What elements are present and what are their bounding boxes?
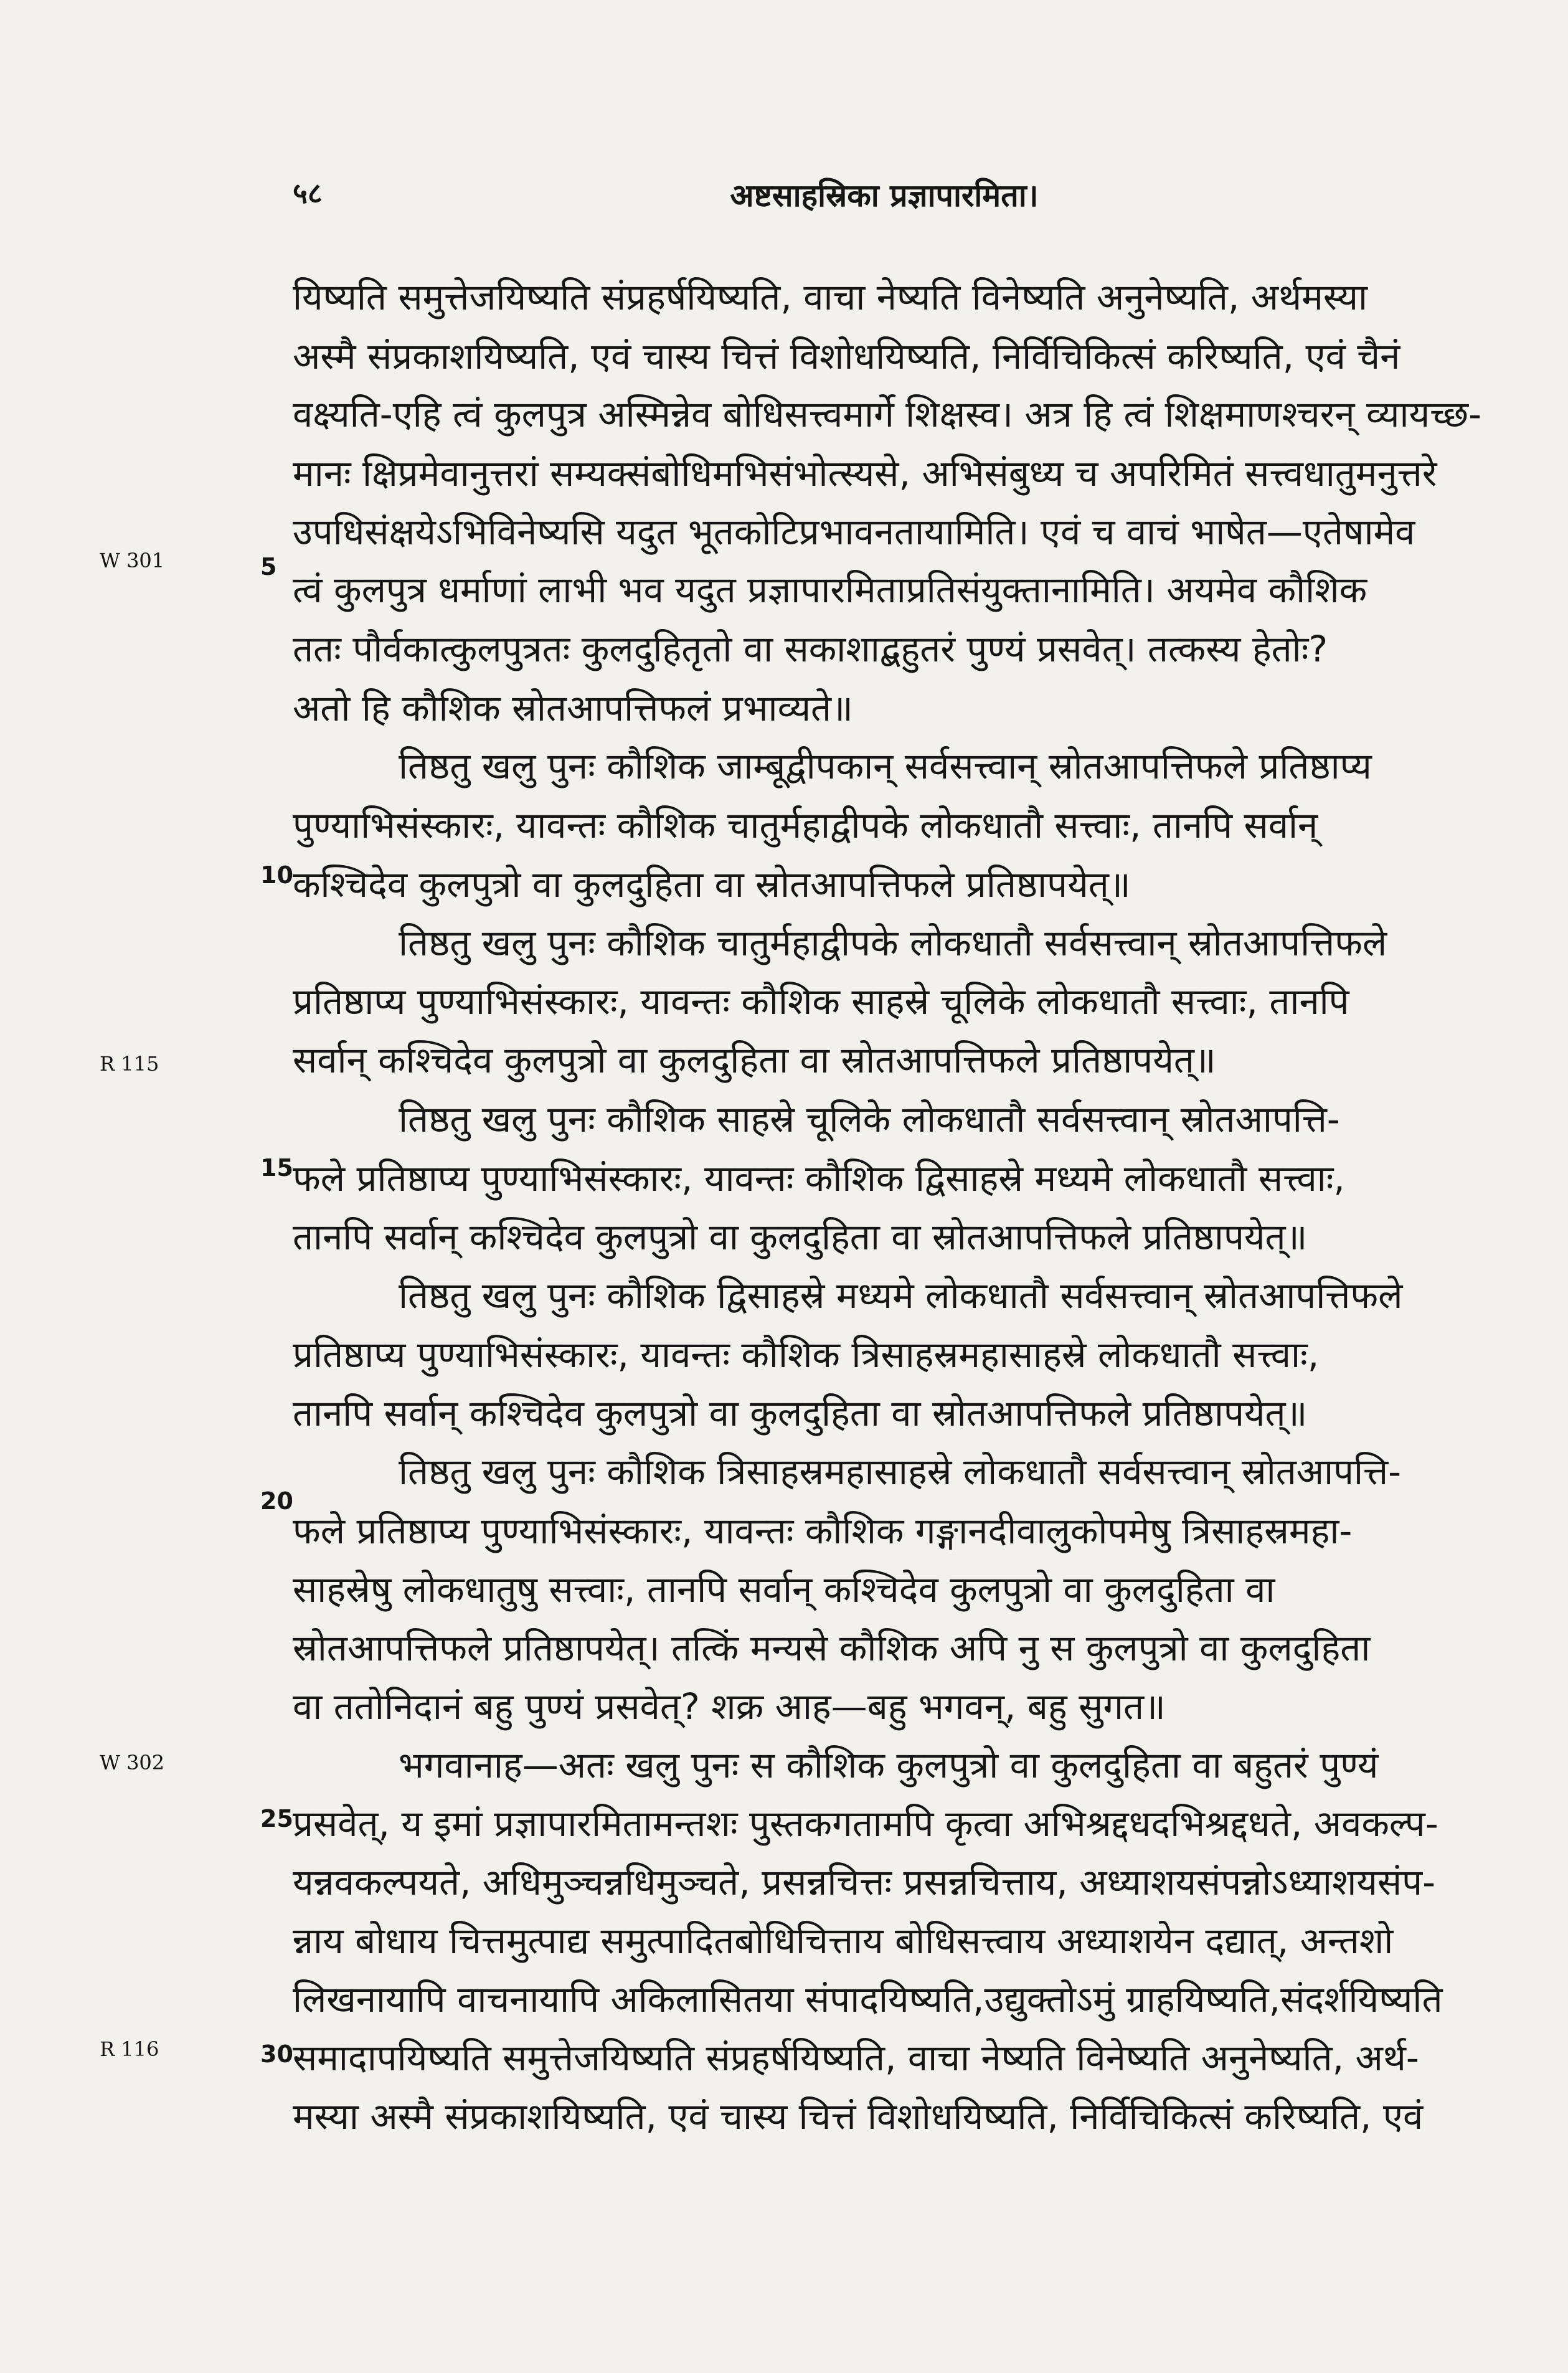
text-line: त्वं कुलपुत्र धर्माणां लाभी भव यदुत प्रज्ञापारमिताप्रतिसंयुक्तानामिति। अयमेव कौशिक <box>293 569 1367 611</box>
text-line: साहस्रेषु लोकधातुषु सत्त्वाः, तानपि सर्वान् कश्चिदेव कुलपुत्रो वा कुलदुहिता वा <box>293 1568 1275 1611</box>
page-number: ५८ <box>293 176 323 210</box>
text-line: भगवानाह—अतः खलु पुनः स कौशिक कुलपुत्रो वा कुलदुहिता वा बहुतरं पुण्यं <box>399 1744 1379 1786</box>
text-line: प्रसवेत्, य इमां प्रज्ञापारमितामन्तशः पुस्तकगतामपि कृत्वा अभिश्रद्दधदभिश्रद्दधते, अवकल्प- <box>293 1802 1438 1845</box>
text-line: वक्ष्यति-एहि त्वं कुलपुत्र अस्मिन्नेव बोधिसत्त्वमार्गे शिक्षस्व। अत्र हि त्वं शिक्षमाणश्चरन् व्यायच्छ- <box>293 393 1482 435</box>
text-line: पुण्याभिसंस्कारः, यावन्तः कौशिक चातुर्महाद्वीपके लोकधातौ सत्त्वाः, तानपि सर्वान् <box>293 804 1318 846</box>
text-line: समादापयिष्यति समुत्तेजयिष्यति संप्रहर्षयिष्यति, वाचा नेष्यति विनेष्यति अनुनेष्यति, अर्थ- <box>293 2037 1419 2079</box>
text-line: वा ततोनिदानं बहु पुण्यं प्रसवेत्? शक्र आह—बहु भगवन्, बहु सुगत॥ <box>293 1685 1166 1728</box>
text-line: अतो हि कौशिक स्रोतआपत्तिफलं प्रभाव्यते॥ <box>293 687 853 729</box>
text-line: फले प्रतिष्ठाप्य पुण्याभिसंस्कारः, यावन्तः कौशिक द्विसाहस्रे मध्यमे लोकधातौ सत्त्वाः, <box>293 1157 1345 1200</box>
text-line: मस्या अस्मै संप्रकाशयिष्यति, एवं चास्य चित्तं विशोधयिष्यति, निर्विचिकित्सं करिष्यति, एवं <box>293 2095 1424 2138</box>
text-line: तिष्ठतु खलु पुनः कौशिक जाम्बूद्वीपकान् सर्वसत्त्वान् स्रोतआपत्तिफले प्रतिष्ठाप्य <box>399 745 1372 787</box>
text-line: न्नाय बोधाय चित्तमुत्पाद्य समुत्पादितबोधिचित्ताय बोधिसत्त्वाय अध्याशयेन दद्यात्, अन्तशो <box>293 1920 1394 1962</box>
text-line: तिष्ठतु खलु पुनः कौशिक चातुर्महाद्वीपके लोकधातौ सर्वसत्त्वान् स्रोतआपत्तिफले <box>399 922 1387 964</box>
margin-reference: R 116 <box>100 2037 159 2061</box>
margin-reference: W 301 <box>100 549 165 572</box>
text-line: लिखनायापि वाचनायापि अकिलासितया संपादयिष्यति,उद्युक्तोऽमुं ग्राहयिष्यति,संदर्शयिष्यति <box>293 1978 1443 2020</box>
text-line: प्रतिष्ठाप्य पुण्याभिसंस्कारः, यावन्तः कौशिक साहस्रे चूलिके लोकधातौ सत्त्वाः, तानपि <box>293 980 1349 1023</box>
text-line: तानपि सर्वान् कश्चिदेव कुलपुत्रो वा कुलदुहिता वा स्रोतआपत्तिफले प्रतिष्ठापयेत्॥ <box>293 1216 1308 1258</box>
text-line: उपधिसंक्षयेऽभिविनेष्यसि यदुत भूतकोटिप्रभावनतायामिति। एवं च वाचं भाषेत—एतेषामेव <box>293 511 1415 553</box>
text-line: स्रोतआपत्तिफले प्रतिष्ठापयेत्। तत्किं मन्यसे कौशिक अपि नु स कुलपुत्रो वा कुलदुहिता <box>293 1627 1371 1669</box>
text-line: तिष्ठतु खलु पुनः कौशिक द्विसाहस्रे मध्यमे लोकधातौ सर्वसत्त्वान् स्रोतआपत्तिफले <box>399 1274 1403 1317</box>
text-line: अस्मै संप्रकाशयिष्यति, एवं चास्य चित्तं विशोधयिष्यति, निर्विचिकित्सं करिष्यति, एवं चैनं <box>293 335 1400 377</box>
text-line: फले प्रतिष्ठाप्य पुण्याभिसंस्कारः, यावन्तः कौशिक गङ्गानदीवालुकोपमेषु त्रिसाहस्रमहा- <box>293 1510 1353 1552</box>
text-line: तिष्ठतु खलु पुनः कौशिक त्रिसाहस्रमहासाहस्रे लोकधातौ सर्वसत्त्वान् स्रोतआपत्ति- <box>399 1451 1402 1493</box>
text-line: यिष्यति समुत्तेजयिष्यति संप्रहर्षयिष्यति, वाचा नेष्यति विनेष्यति अनुनेष्यति, अर्थमस्या <box>293 276 1368 318</box>
margin-reference: W 302 <box>100 1751 165 1774</box>
text-line: सर्वान् कश्चिदेव कुलपुत्रो वा कुलदुहिता वा स्रोतआपत्तिफले प्रतिष्ठापयेत्॥ <box>293 1039 1216 1081</box>
line-number: 25 <box>260 1805 293 1832</box>
line-number: 15 <box>260 1154 293 1182</box>
line-number: 30 <box>260 2040 293 2068</box>
line-number: 5 <box>260 553 277 580</box>
text-line: तानपि सर्वान् कश्चिदेव कुलपुत्रो वा कुलदुहिता वा स्रोतआपत्तिफले प्रतिष्ठापयेत्॥ <box>293 1392 1308 1434</box>
text-line: प्रतिष्ठाप्य पुण्याभिसंस्कारः, यावन्तः कौशिक त्रिसाहस्रमहासाहस्रे लोकधातौ सत्त्वाः, <box>293 1333 1320 1376</box>
text-line: मानः क्षिप्रमेवानुत्तरां सम्यक्संबोधिमभिसंभोत्स्यसे, अभिसंबुध्य च अपरिमितं सत्त्वधातुमनुत्तरे <box>293 452 1437 495</box>
text-line: यन्नवकल्पयते, अधिमुञ्चन्नधिमुञ्चते, प्रसन्नचित्तः प्रसन्नचित्ताय, अध्याशयसंपन्नोऽध्याशयसंप- <box>293 1861 1436 1903</box>
line-number: 10 <box>260 861 293 889</box>
text-line: तिष्ठतु खलु पुनः कौशिक साहस्रे चूलिके लोकधातौ सर्वसत्त्वान् स्रोतआपत्ति- <box>399 1098 1340 1140</box>
margin-reference: R 115 <box>100 1052 159 1076</box>
page-header <box>293 173 1476 229</box>
line-number: 20 <box>260 1487 293 1515</box>
page-title: अष्टसाहस्रिका प्रज्ञापारमिता। <box>730 178 1039 214</box>
text-line: ततः पौर्वकात्कुलपुत्रतः कुलदुहितृतो वा सकाशाद्बहुतरं पुण्यं प्रसवेत्। तत्कस्य हेतोः? <box>293 628 1328 670</box>
text-line: कश्चिदेव कुलपुत्रो वा कुलदुहिता वा स्रोतआपत्तिफले प्रतिष्ठापयेत्॥ <box>293 863 1131 906</box>
